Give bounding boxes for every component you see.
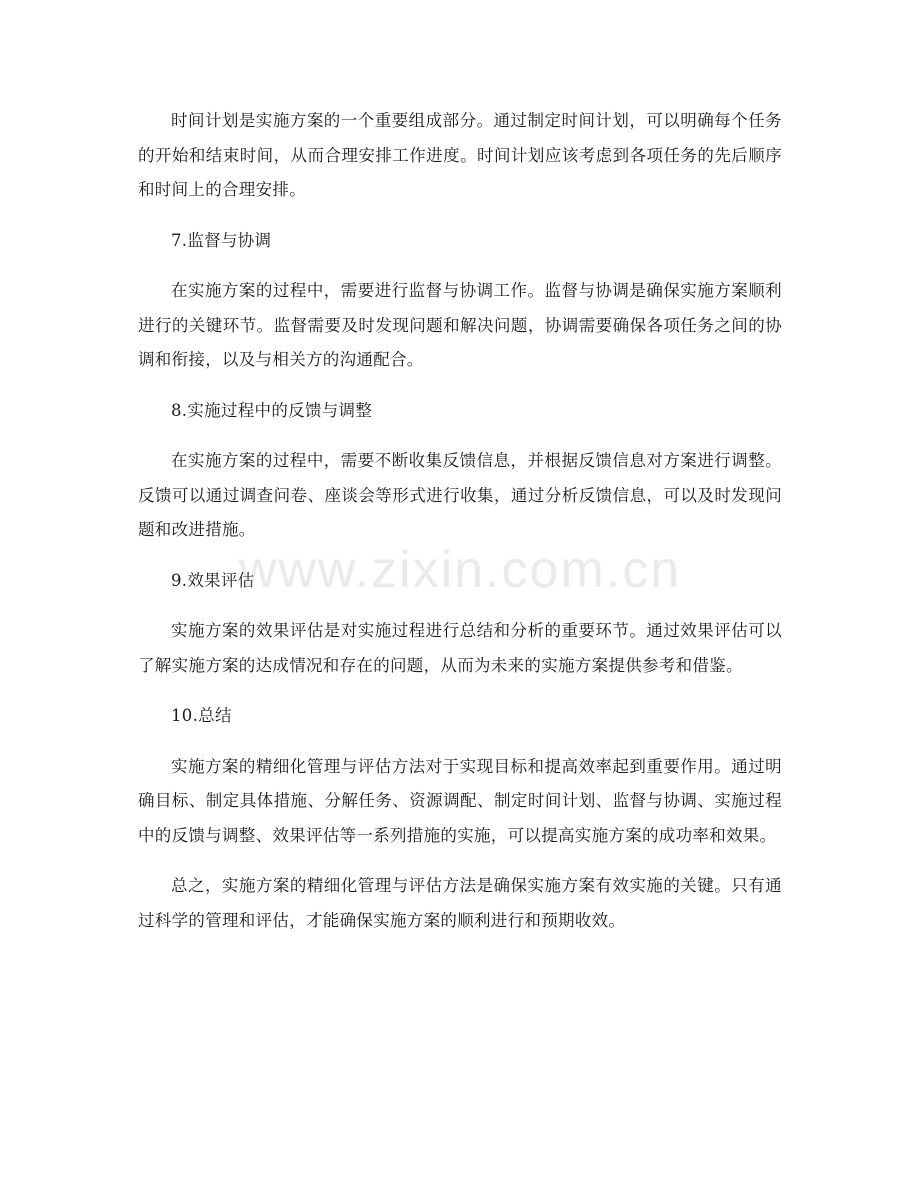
section-heading-9: 9.效果评估 xyxy=(171,570,255,590)
section-heading-10: 10.总结 xyxy=(171,706,232,725)
paragraph-conclusion: 总之，实施方案的精细化管理与评估方法是确保实施方案有效实施的关键。只有通过科学的管理和评估，才能确保实施方案的顺利进行和预期收效。 xyxy=(138,876,782,930)
section-heading-7: 7.监督与协调 xyxy=(171,230,272,250)
watermark-text: www.zixin.com.cn xyxy=(238,541,682,599)
paragraph-time-plan: 时间计划是实施方案的一个重要组成部分。通过制定时间计划，可以明确每个任务的开始和结束时间，从而合理安排工作进度。时间计划应该考虑到各项任务的先后顺序和时间上的合理安排。 xyxy=(138,111,782,199)
paragraph-evaluation: 实施方案的效果评估是对实施过程进行总结和分析的重要环节。通过效果评估可以了解实施方案的达成情况和存在的问题，从而为未来的实施方案提供参考和借鉴。 xyxy=(138,621,782,675)
section-heading-8: 8.实施过程中的反馈与调整 xyxy=(171,400,373,420)
document-body xyxy=(138,104,782,938)
paragraph-summary: 实施方案的精细化管理与评估方法对于实现目标和提高效率起到重要作用。通过明确目标、制定具体措施、分解任务、资源调配、制定时间计划、监督与协调、实施过程中的反馈与调整、效果评估等一系列措施的实施，可以提高实施方案的成功率和效果。 xyxy=(138,756,782,845)
paragraph-feedback: 在实施方案的过程中，需要不断收集反馈信息，并根据反馈信息对方案进行调整。反馈可以通过调查问卷、座谈会等形式进行收集，通过分析反馈信息，可以及时发现问题和改进措施。 xyxy=(138,451,782,539)
paragraph-supervision: 在实施方案的过程中，需要进行监督与协调工作。监督与协调是确保实施方案顺利进行的关键环节。监督需要及时发现问题和解决问题，协调需要确保各项任务之间的协调和衔接，以及与相关方的沟通配合。 xyxy=(138,281,782,369)
